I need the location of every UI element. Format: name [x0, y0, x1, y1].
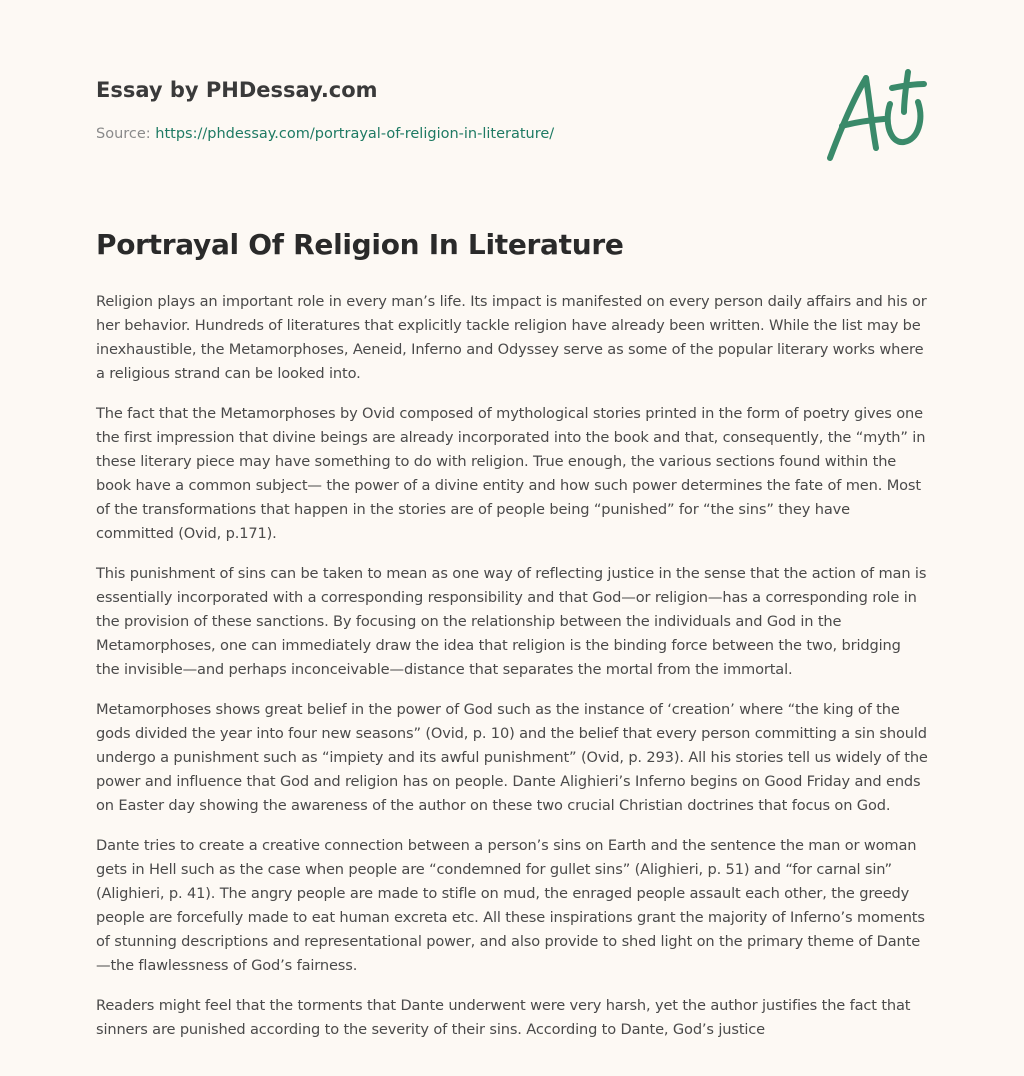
paragraph: Dante tries to create a creative connection between a person’s sins on Earth and the sentence the man or woman gets in Hell such as the case when people are “condemned for gullet sins” (Alighieri, p. 51) and “for carnal sin” (Alighieri, p. 41). The angry people are made to stifle on mud, the enraged people assault each other, the greedy people are forcefully made to eat human excreta etc. All these inspirations grant the majority of Inferno’s moments of stunning descriptions and representational power, and also provide to shed light on the primary theme of Dante—the flawlessness of God’s fairness. [96, 837, 925, 974]
source-line [96, 124, 796, 144]
page-header [96, 76, 796, 144]
paragraph: Metamorphoses shows great belief in the power of God such as the instance of ‘creation’ where “the king of the gods divided the year into four new seasons” (Ovid, p. 10) and the belief that every person committing a sin should undergo a punishment such as “impiety and its awful punishment” (Ovid, p. 293). All his stories tell us widely of the power and influence that God and religion has on people. Dante Alighieri’s Inferno begins on Good Friday and ends on Easter day showing the awareness of the author on these two crucial Christian doctrines that focus on God. [96, 701, 928, 814]
paragraph: The fact that the Metamorphoses by Ovid composed of mythological stories printed in the form of poetry gives one the first impression that divine beings are already incorporated into the book and that, consequently, the “myth” in these literary piece may have something to do with religion. True enough, the various sections found within the book have a common subject— the power of a divine entity and how such power determines the fate of men. Most of the transformations that happen in the stories are of people being “punished” for “the sins” they have committed (Ovid, p.171). [96, 405, 926, 542]
essay-title: Portrayal Of Religion In Literature [96, 228, 624, 261]
paragraph: This punishment of sins can be taken to mean as one way of reflecting justice in the sense that the action of man is essentially incorporated with a corresponding responsibility and that God—or religion—has a corresponding role in the provision of these sanctions. By focusing on the relationship between the individuals and God in the Metamorphoses, one can immediately draw the idea that religion is the binding force between the two, bridging the invisible—and perhaps inconceivable—distance that separates the mortal from the immortal. [96, 565, 927, 678]
a-plus-logo-icon [820, 64, 930, 168]
site-title: Essay by PHDessay.com [96, 78, 378, 102]
source-link[interactable]: https://phdessay.com/portrayal-of-religion-in-literature/ [155, 126, 555, 142]
paragraph: Religion plays an important role in every man’s life. Its impact is manifested on every person daily affairs and his or her behavior. Hundreds of literatures that explicitly tackle religion have already been written. While the list may be inexhaustible, the Metamorphoses, Aeneid, Inferno and Odyssey serve as some of the popular literary works where a religious strand can be looked into. [96, 293, 927, 382]
source-label: Source: [96, 126, 156, 142]
essay-content [96, 226, 928, 1058]
paragraph: Readers might feel that the torments that Dante underwent were very harsh, yet the author justifies the fact that sinners are punished according to the severity of their sins. According to Dante, God’s justice [96, 997, 911, 1038]
